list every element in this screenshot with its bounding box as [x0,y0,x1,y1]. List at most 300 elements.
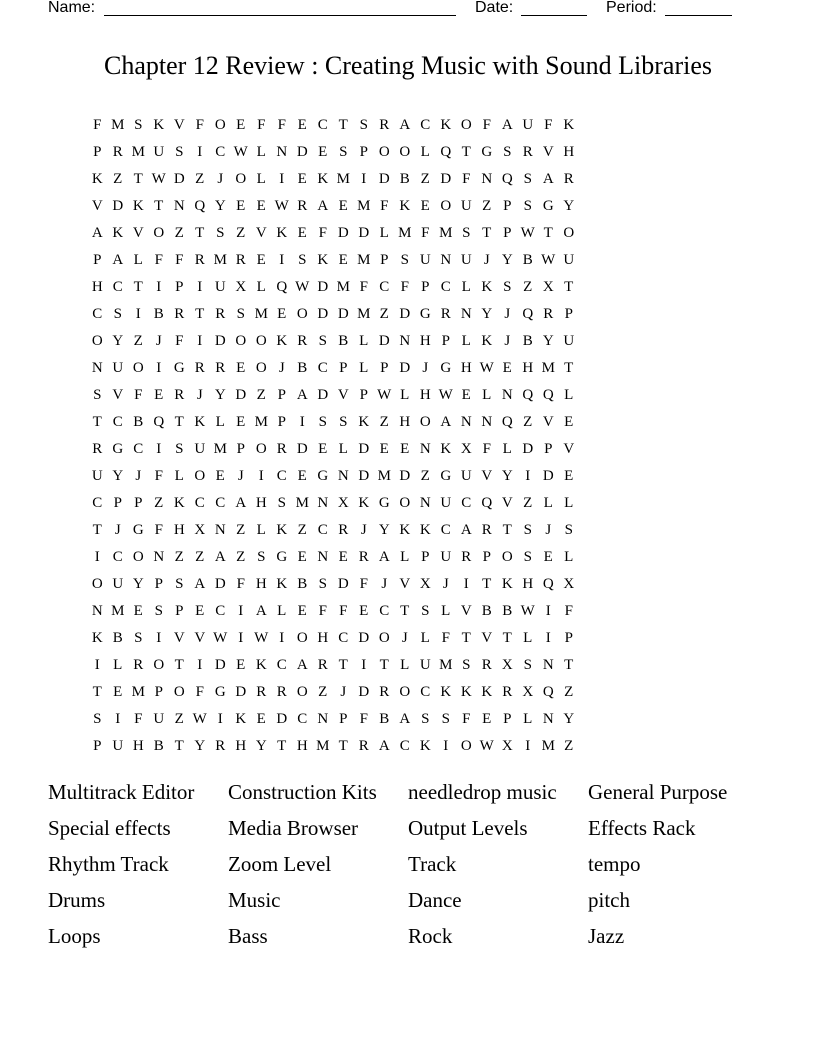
grid-letter[interactable]: Z [523,279,533,295]
grid-letter[interactable]: M [336,171,350,187]
grid-letter[interactable]: J [381,576,388,592]
grid-letter[interactable]: A [501,117,513,133]
grid-letter[interactable]: S [236,306,245,322]
grid-letter[interactable]: F [175,252,184,268]
grid-letter[interactable]: D [440,171,452,187]
grid-letter[interactable]: Z [564,684,574,700]
grid-letter[interactable]: W [254,630,269,646]
grid-letter[interactable]: U [153,144,165,160]
grid-letter[interactable]: D [235,387,247,403]
grid-letter[interactable]: L [379,225,389,241]
grid-letter[interactable]: K [358,414,370,430]
grid-letter[interactable]: X [460,441,472,457]
grid-letter[interactable]: P [154,684,163,700]
grid-letter[interactable]: F [195,117,204,133]
grid-letter[interactable]: B [481,603,492,619]
grid-letter[interactable]: K [317,171,329,187]
grid-letter[interactable]: D [399,360,411,376]
grid-letter[interactable]: I [197,144,203,160]
grid-letter[interactable]: G [132,522,144,538]
grid-letter[interactable]: D [112,198,124,214]
grid-letter[interactable]: A [399,711,411,727]
grid-letter[interactable]: K [276,522,288,538]
grid-letter[interactable]: Z [195,549,205,565]
grid-letter[interactable]: Z [174,225,184,241]
grid-letter[interactable]: P [544,441,553,457]
grid-letter[interactable]: N [481,414,493,430]
grid-letter[interactable]: K [317,252,329,268]
grid-letter[interactable]: T [482,576,492,592]
grid-letter[interactable]: T [482,225,492,241]
grid-letter[interactable]: S [154,603,163,619]
grid-letter[interactable]: O [399,495,411,511]
grid-letter[interactable]: J [237,468,244,484]
grid-letter[interactable]: W [192,711,207,727]
grid-letter[interactable]: H [419,387,431,403]
grid-letter[interactable]: L [256,279,266,295]
grid-letter[interactable]: P [503,711,512,727]
grid-letter[interactable]: C [379,603,390,619]
grid-letter[interactable]: O [440,198,452,214]
grid-letter[interactable]: R [481,657,492,673]
grid-letter[interactable]: I [94,549,100,565]
grid-letter[interactable]: P [339,360,348,376]
grid-letter[interactable]: G [481,144,493,160]
grid-letter[interactable]: F [462,171,471,187]
grid-letter[interactable]: J [155,333,162,349]
grid-letter[interactable]: T [461,144,471,160]
grid-letter[interactable]: L [256,171,266,187]
grid-letter[interactable]: E [297,171,307,187]
grid-letter[interactable]: D [296,441,308,457]
grid-letter[interactable]: M [254,414,268,430]
grid-letter[interactable]: F [564,603,573,619]
grid-letter[interactable]: A [296,387,308,403]
grid-letter[interactable]: P [380,252,389,268]
grid-letter[interactable]: E [297,117,307,133]
grid-letter[interactable]: F [359,576,368,592]
grid-letter[interactable]: P [113,495,122,511]
grid-letter[interactable]: L [461,333,471,349]
grid-letter[interactable]: C [440,522,451,538]
grid-letter[interactable]: E [236,360,246,376]
grid-letter[interactable]: F [195,684,204,700]
grid-letter[interactable]: D [378,171,390,187]
grid-letter[interactable]: D [358,684,370,700]
grid-letter[interactable]: G [419,306,431,322]
grid-letter[interactable]: N [91,360,103,376]
grid-letter[interactable]: Z [297,522,307,538]
grid-letter[interactable]: K [235,711,247,727]
grid-letter[interactable]: R [215,306,226,322]
grid-letter[interactable]: D [337,306,349,322]
grid-letter[interactable]: V [194,630,206,646]
grid-letter[interactable]: P [93,738,102,754]
grid-letter[interactable]: X [522,684,534,700]
grid-letter[interactable]: O [214,117,226,133]
grid-letter[interactable]: A [112,252,124,268]
grid-letter[interactable]: Z [154,495,164,511]
grid-letter[interactable]: Y [214,198,226,214]
grid-letter[interactable]: P [277,414,286,430]
grid-letter[interactable]: B [502,603,513,619]
grid-letter[interactable]: A [378,738,390,754]
grid-letter[interactable]: N [173,198,185,214]
grid-letter[interactable]: P [93,144,102,160]
grid-letter[interactable]: U [194,441,206,457]
grid-letter[interactable]: W [274,198,289,214]
grid-letter[interactable]: S [564,522,573,538]
grid-letter[interactable]: F [421,225,430,241]
grid-letter[interactable]: S [523,198,532,214]
grid-letter[interactable]: O [460,738,472,754]
grid-letter[interactable]: I [258,468,264,484]
grid-letter[interactable]: L [133,252,143,268]
grid-letter[interactable]: R [440,306,451,322]
grid-letter[interactable]: D [214,657,226,673]
grid-letter[interactable]: H [235,738,247,754]
grid-letter[interactable]: L [502,441,512,457]
grid-letter[interactable]: O [296,684,308,700]
grid-letter[interactable]: P [236,441,245,457]
grid-letter[interactable]: I [525,468,531,484]
grid-letter[interactable]: M [295,495,309,511]
grid-letter[interactable]: O [132,549,144,565]
grid-letter[interactable]: H [563,144,575,160]
grid-letter[interactable]: H [399,414,411,430]
grid-letter[interactable]: C [297,711,308,727]
grid-letter[interactable]: X [563,576,575,592]
grid-letter[interactable]: C [440,279,451,295]
grid-letter[interactable]: S [421,603,430,619]
grid-letter[interactable]: C [215,144,226,160]
grid-letter[interactable]: F [544,117,553,133]
grid-letter[interactable]: T [379,657,389,673]
grid-letter[interactable]: R [194,252,205,268]
grid-letter[interactable]: V [501,495,513,511]
grid-letter[interactable]: J [442,576,449,592]
grid-letter[interactable]: N [337,468,349,484]
grid-letter[interactable]: F [482,441,491,457]
grid-letter[interactable]: J [504,333,511,349]
grid-letter[interactable]: I [197,279,203,295]
grid-letter[interactable]: M [439,225,453,241]
grid-letter[interactable]: S [359,117,368,133]
grid-letter[interactable]: S [503,144,512,160]
grid-letter[interactable]: L [256,522,266,538]
grid-letter[interactable]: M [111,603,125,619]
grid-letter[interactable]: I [94,657,100,673]
grid-letter[interactable]: O [194,468,206,484]
grid-letter[interactable]: N [542,657,554,673]
grid-letter[interactable]: U [460,252,472,268]
grid-letter[interactable]: D [276,711,288,727]
grid-letter[interactable]: P [482,549,491,565]
grid-letter[interactable]: U [440,495,452,511]
grid-letter[interactable]: R [297,333,308,349]
grid-letter[interactable]: R [297,198,308,214]
grid-letter[interactable]: A [542,171,554,187]
grid-letter[interactable]: A [296,657,308,673]
grid-letter[interactable]: F [134,387,143,403]
grid-letter[interactable]: K [440,684,452,700]
grid-letter[interactable]: Y [214,387,226,403]
grid-letter[interactable]: C [379,279,390,295]
grid-letter[interactable]: S [175,576,184,592]
grid-letter[interactable]: F [462,711,471,727]
grid-letter[interactable]: N [501,387,513,403]
grid-letter[interactable]: R [317,657,328,673]
grid-letter[interactable]: F [380,198,389,214]
grid-letter[interactable]: E [297,468,307,484]
grid-letter[interactable]: A [440,414,452,430]
grid-letter[interactable]: C [317,522,328,538]
grid-letter[interactable]: Z [523,414,533,430]
grid-letter[interactable]: W [295,279,310,295]
grid-letter[interactable]: M [357,306,371,322]
grid-letter[interactable]: J [422,360,429,376]
grid-letter[interactable]: A [214,549,226,565]
grid-letter[interactable]: L [113,657,123,673]
grid-letter[interactable]: F [236,576,245,592]
grid-letter[interactable]: Q [440,144,452,160]
grid-letter[interactable]: B [297,576,308,592]
grid-letter[interactable]: S [134,630,143,646]
grid-letter[interactable]: K [91,171,103,187]
grid-letter[interactable]: L [400,657,410,673]
grid-letter[interactable]: P [359,144,368,160]
grid-letter[interactable]: Y [501,468,513,484]
grid-letter[interactable]: I [238,630,244,646]
grid-letter[interactable]: V [481,468,493,484]
grid-letter[interactable]: W [233,144,248,160]
grid-letter[interactable]: I [279,630,285,646]
grid-letter[interactable]: Z [174,711,184,727]
grid-letter[interactable]: V [337,387,349,403]
grid-letter[interactable]: R [543,306,554,322]
grid-letter[interactable]: B [297,360,308,376]
grid-letter[interactable]: M [336,279,350,295]
grid-letter[interactable]: I [156,441,162,457]
grid-letter[interactable]: M [357,198,371,214]
grid-letter[interactable]: K [419,738,431,754]
grid-letter[interactable]: Z [113,171,123,187]
grid-letter[interactable]: S [113,306,122,322]
grid-letter[interactable]: Z [482,198,492,214]
grid-letter[interactable]: S [318,414,327,430]
grid-letter[interactable]: H [296,738,308,754]
grid-letter[interactable]: M [213,441,227,457]
grid-letter[interactable]: V [563,441,575,457]
grid-letter[interactable]: V [91,198,103,214]
grid-letter[interactable]: R [133,657,144,673]
grid-letter[interactable]: T [133,279,143,295]
grid-letter[interactable]: C [112,549,123,565]
grid-letter[interactable]: E [256,711,266,727]
grid-letter[interactable]: G [542,198,554,214]
grid-letter[interactable]: E [195,603,205,619]
grid-letter[interactable]: C [276,468,287,484]
grid-letter[interactable]: K [481,279,493,295]
grid-letter[interactable]: K [460,684,472,700]
grid-letter[interactable]: X [501,738,513,754]
grid-letter[interactable]: Y [481,306,493,322]
grid-letter[interactable]: F [154,522,163,538]
grid-letter[interactable]: A [378,549,390,565]
grid-letter[interactable]: N [419,495,431,511]
grid-letter[interactable]: C [276,657,287,673]
grid-letter[interactable]: T [92,684,102,700]
grid-letter[interactable]: H [91,279,103,295]
grid-letter[interactable]: K [276,576,288,592]
grid-letter[interactable]: B [522,333,533,349]
grid-letter[interactable]: K [153,117,165,133]
grid-letter[interactable]: N [153,549,165,565]
grid-letter[interactable]: D [317,279,329,295]
grid-letter[interactable]: T [564,279,574,295]
grid-letter[interactable]: C [399,738,410,754]
grid-letter[interactable]: R [379,117,390,133]
grid-letter[interactable]: L [174,468,184,484]
grid-letter[interactable]: C [338,630,349,646]
grid-letter[interactable]: J [340,684,347,700]
grid-letter[interactable]: L [523,711,533,727]
grid-letter[interactable]: O [296,630,308,646]
grid-letter[interactable]: T [92,522,102,538]
grid-letter[interactable]: F [175,333,184,349]
grid-letter[interactable]: U [91,468,103,484]
grid-letter[interactable]: Z [523,495,533,511]
grid-letter[interactable]: D [296,144,308,160]
grid-letter[interactable]: Q [522,387,534,403]
grid-letter[interactable]: Y [112,468,124,484]
grid-letter[interactable]: P [359,387,368,403]
grid-letter[interactable]: U [112,738,124,754]
grid-letter[interactable]: I [156,360,162,376]
grid-letter[interactable]: B [522,252,533,268]
grid-letter[interactable]: U [419,252,431,268]
grid-letter[interactable]: E [502,360,512,376]
grid-letter[interactable]: L [400,387,410,403]
grid-letter[interactable]: O [460,117,472,133]
grid-letter[interactable]: N [91,603,103,619]
grid-letter[interactable]: K [481,684,493,700]
grid-letter[interactable]: D [358,225,370,241]
grid-letter[interactable]: Q [542,387,554,403]
grid-letter[interactable]: O [419,414,431,430]
grid-letter[interactable]: N [399,333,411,349]
grid-letter[interactable]: S [318,333,327,349]
grid-letter[interactable]: Q [542,576,554,592]
grid-letter[interactable]: P [503,225,512,241]
grid-letter[interactable]: V [112,387,124,403]
grid-letter[interactable]: M [377,468,391,484]
grid-letter[interactable]: Q [522,306,534,322]
grid-letter[interactable]: I [545,630,551,646]
grid-letter[interactable]: A [235,495,247,511]
grid-letter[interactable]: K [91,630,103,646]
grid-letter[interactable]: H [173,522,185,538]
grid-letter[interactable]: D [337,225,349,241]
grid-letter[interactable]: P [175,279,184,295]
grid-letter[interactable]: E [338,198,348,214]
grid-letter[interactable]: W [213,630,228,646]
grid-letter[interactable]: V [481,630,493,646]
grid-letter[interactable]: H [255,576,267,592]
grid-letter[interactable]: I [443,738,449,754]
grid-letter[interactable]: S [257,549,266,565]
grid-letter[interactable]: I [463,576,469,592]
grid-letter[interactable]: J [504,306,511,322]
grid-letter[interactable]: T [502,630,512,646]
grid-letter[interactable]: H [522,576,534,592]
grid-letter[interactable]: O [255,333,267,349]
grid-letter[interactable]: Q [276,279,288,295]
grid-letter[interactable]: T [277,738,287,754]
grid-letter[interactable]: E [297,225,307,241]
grid-letter[interactable]: S [93,711,102,727]
grid-letter[interactable]: S [93,387,102,403]
grid-letter[interactable]: W [479,360,494,376]
grid-letter[interactable]: R [256,684,267,700]
grid-letter[interactable]: B [399,171,410,187]
grid-letter[interactable]: Q [153,414,165,430]
grid-letter[interactable]: T [154,198,164,214]
grid-letter[interactable]: N [460,414,472,430]
grid-letter[interactable]: E [338,252,348,268]
grid-letter[interactable]: J [401,630,408,646]
grid-letter[interactable]: R [481,522,492,538]
grid-letter[interactable]: O [132,360,144,376]
grid-letter[interactable]: Y [132,576,144,592]
grid-letter[interactable]: O [153,657,165,673]
grid-letter[interactable]: S [216,225,225,241]
grid-letter[interactable]: T [338,657,348,673]
grid-letter[interactable]: N [214,522,226,538]
grid-letter[interactable]: U [460,198,472,214]
grid-letter[interactable]: B [153,738,164,754]
grid-letter[interactable]: U [214,279,226,295]
grid-letter[interactable]: C [215,603,226,619]
grid-letter[interactable]: H [255,495,267,511]
grid-letter[interactable]: N [481,171,493,187]
grid-letter[interactable]: R [174,387,185,403]
grid-letter[interactable]: L [400,549,410,565]
grid-letter[interactable]: Z [236,549,246,565]
grid-letter[interactable]: E [236,117,246,133]
grid-letter[interactable]: I [217,711,223,727]
grid-letter[interactable]: L [564,549,574,565]
grid-letter[interactable]: N [317,711,329,727]
grid-letter[interactable]: L [256,144,266,160]
grid-letter[interactable]: M [541,738,555,754]
grid-letter[interactable]: Z [318,684,328,700]
grid-letter[interactable]: N [317,495,329,511]
grid-letter[interactable]: E [318,144,328,160]
grid-letter[interactable]: T [461,630,471,646]
grid-letter[interactable]: N [276,144,288,160]
grid-letter[interactable]: T [543,225,553,241]
grid-letter[interactable]: C [92,495,103,511]
grid-letter[interactable]: E [420,198,430,214]
grid-letter[interactable]: L [359,360,369,376]
grid-letter[interactable]: E [543,549,553,565]
grid-letter[interactable]: S [277,495,286,511]
grid-letter[interactable]: S [318,576,327,592]
grid-letter[interactable]: R [276,684,287,700]
grid-letter[interactable]: V [173,630,185,646]
grid-letter[interactable]: G [173,360,185,376]
